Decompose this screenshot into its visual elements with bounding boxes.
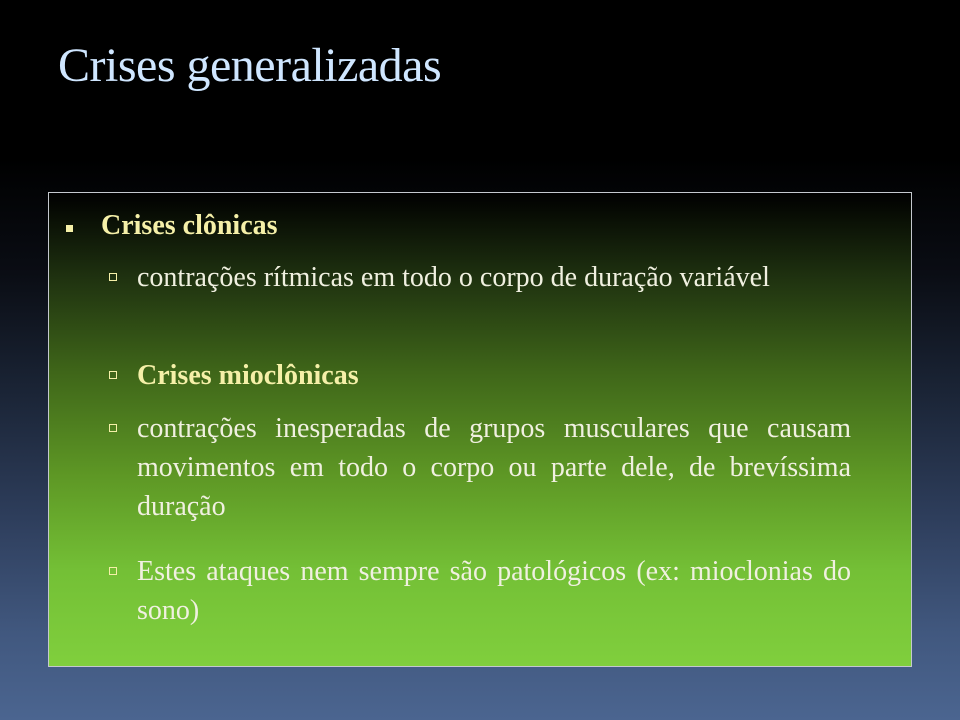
hollow-square-bullet-icon bbox=[109, 424, 117, 432]
content-box bbox=[48, 192, 912, 667]
hollow-square-bullet-icon bbox=[109, 371, 117, 379]
hollow-square-bullet-icon bbox=[109, 567, 117, 575]
square-bullet-icon bbox=[66, 225, 73, 232]
hollow-square-bullet-icon bbox=[109, 273, 117, 281]
note-text: Estes ataques nem sempre são patológicos (ex: mioclonias do sono) bbox=[137, 556, 851, 626]
mioclonicas-description: contrações inesperadas de grupos musculares que causam movimentos em todo o corpo ou parte dele, de brevíssima duração bbox=[137, 413, 851, 522]
heading-crises-clonicas: Crises clônicas bbox=[101, 210, 278, 241]
heading-crises-mioclonicas: Crises mioclônicas bbox=[137, 360, 359, 391]
clonicas-description: contrações rítmicas em todo o corpo de duração variável bbox=[137, 262, 770, 293]
slide-title: Crises generalizadas bbox=[58, 39, 442, 92]
